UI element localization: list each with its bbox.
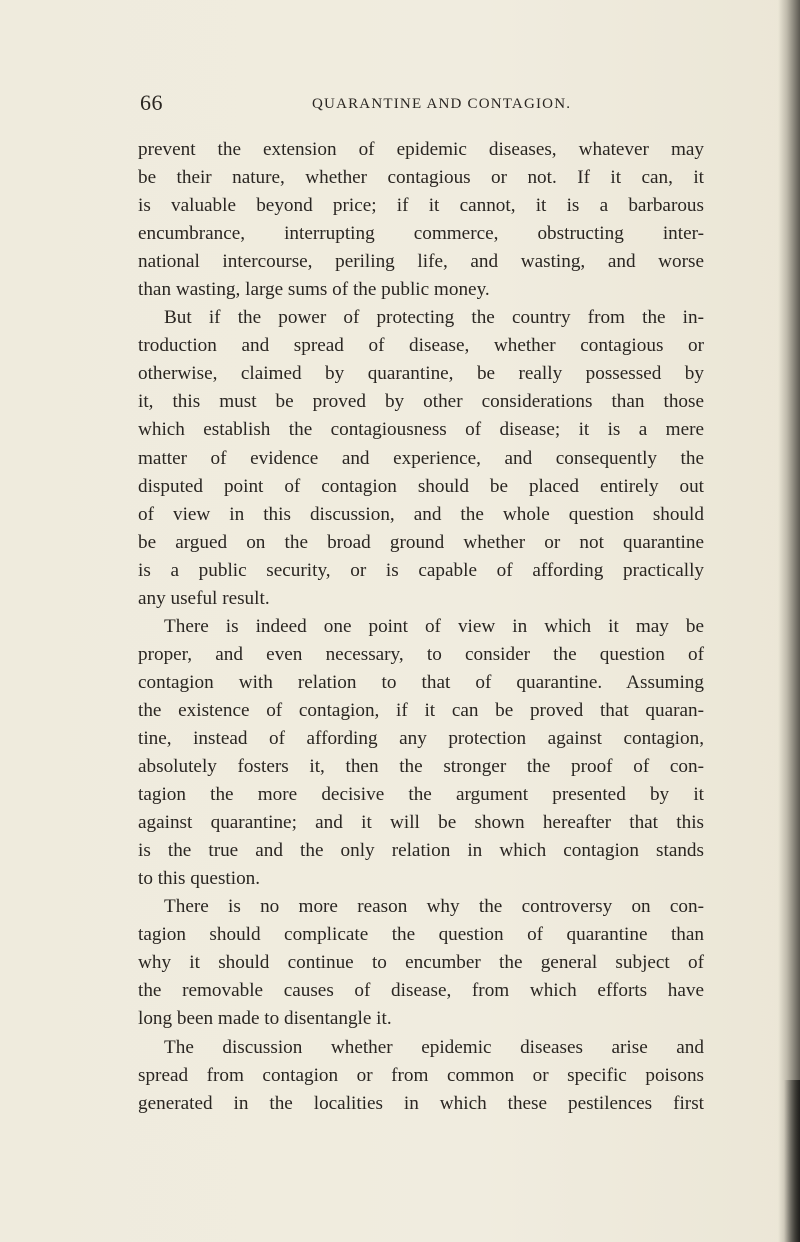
text-line: be argued on the broad ground whether or not quarantine <box>138 531 704 553</box>
page-number: 66 <box>140 90 163 115</box>
text-line: otherwise, claimed by quarantine, be really possessed by <box>138 363 704 385</box>
text-line: tagion should complicate the question of quarantine than <box>138 924 704 946</box>
text-line: tine, instead of affording any protection against contagion, <box>138 727 704 749</box>
text-line: the existence of contagion, if it can be proved that quaran- <box>138 699 704 721</box>
text-line: tagion the more decisive the argument presented by it <box>138 784 704 806</box>
text-line: is the true and the only relation in which contagion stands <box>138 840 704 862</box>
text-line: But if the power of protecting the country from the in- <box>164 307 704 329</box>
body-text <box>138 136 704 1118</box>
text-line: proper, and even necessary, to consider the question of <box>138 643 704 665</box>
text-line: absolutely fosters it, then the stronger the proof of con- <box>138 756 704 778</box>
text-line: long been made to disentangle it. <box>138 1008 392 1030</box>
text-line: is valuable beyond price; if it cannot, it is a barbarous <box>138 195 704 217</box>
text-line: disputed point of contagion should be placed entirely out <box>138 475 704 497</box>
text-line: of view in this discussion, and the whole question should <box>138 503 704 525</box>
running-head: QUARANTINE AND CONTAGION. <box>312 96 572 112</box>
text-line: prevent the extension of epidemic diseases, whatever may <box>138 139 704 160</box>
text-line: There is indeed one point of view in which it may be <box>164 615 704 637</box>
text-line: The discussion whether epidemic diseases arise and <box>164 1036 704 1058</box>
text-line: any useful result. <box>138 587 270 609</box>
text-line: against quarantine; and it will be shown hereafter that this <box>138 812 704 834</box>
page-edge-dark <box>784 1080 800 1242</box>
text-line: it, this must be proved by other considerations than those <box>138 391 704 413</box>
text-line: There is no more reason why the controversy on con- <box>164 896 704 918</box>
page-edge-shadow <box>778 0 800 1242</box>
text-line: contagion with relation to that of quarantine. Assuming <box>138 671 704 693</box>
text-line: spread from contagion or from common or specific poisons <box>138 1064 704 1086</box>
text-line: encumbrance, interrupting commerce, obstructing inter- <box>138 223 704 245</box>
text-line: than wasting, large sums of the public money. <box>138 279 490 301</box>
text-line: the removable causes of disease, from which efforts have <box>138 980 704 1002</box>
text-line: to this question. <box>138 868 261 890</box>
text-line: why it should continue to encumber the general subject of <box>138 952 704 974</box>
text-line: matter of evidence and experience, and consequently the <box>138 447 704 469</box>
text-line: be their nature, whether contagious or not. If it can, it <box>138 167 704 189</box>
text-line: is a public security, or is capable of affording practically <box>138 559 704 581</box>
text-line: troduction and spread of disease, whether contagious or <box>138 335 704 357</box>
text-line: generated in the localities in which these pestilences first <box>138 1092 704 1114</box>
text-line: which establish the contagiousness of disease; it is a mere <box>138 419 704 441</box>
text-line: national intercourse, periling life, and wasting, and worse <box>138 251 704 273</box>
